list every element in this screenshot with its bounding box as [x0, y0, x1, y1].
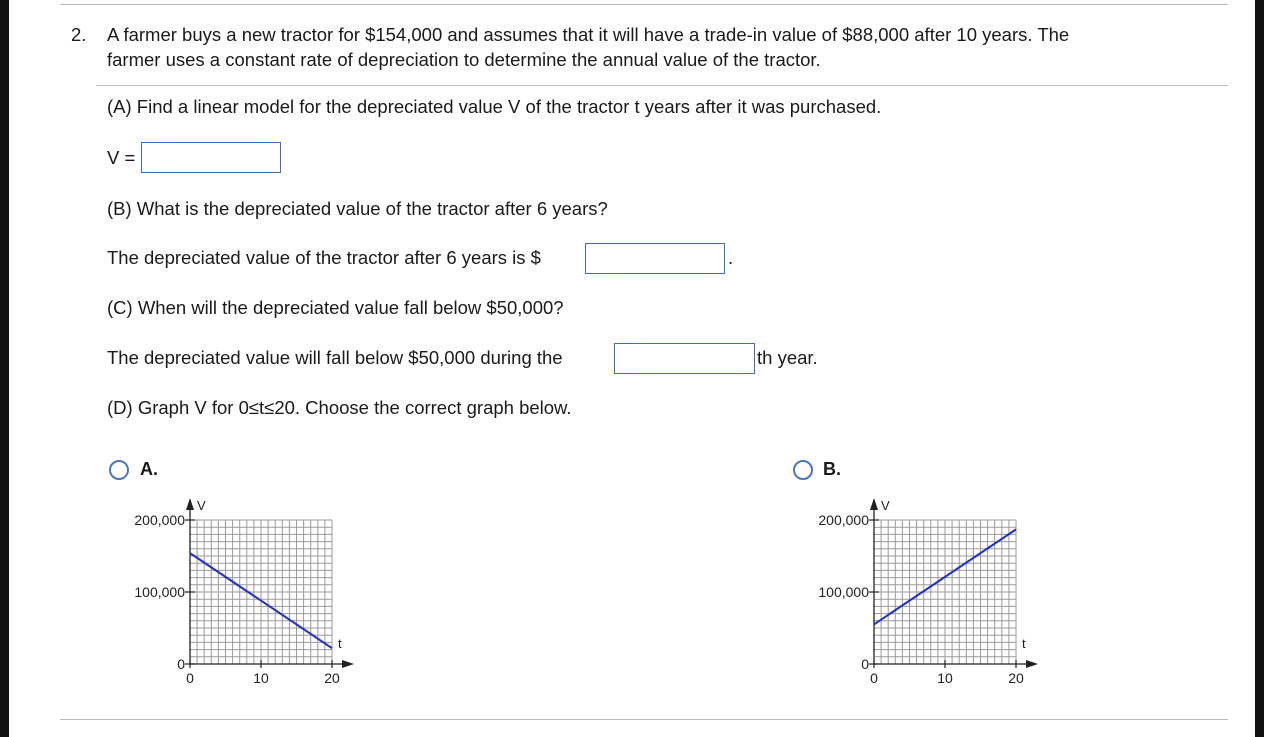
part-c-prompt: (C) When will the depreciated value fall below $50,000? [107, 297, 564, 318]
y-tick-label: 100,000 [134, 584, 185, 600]
x-axis-arrow [1026, 660, 1038, 668]
part-a-label: V = [107, 147, 136, 168]
y-tick-label: 200,000 [818, 512, 869, 528]
question-text-line2: farmer uses a constant rate of depreciation to determine the annual value of the tractor. [107, 49, 821, 70]
x-axis-label: t [1022, 636, 1026, 651]
x-tick-label: 20 [324, 670, 340, 686]
y-axis-arrow [186, 498, 194, 510]
option-b-label: B. [823, 459, 841, 479]
option-b-radio[interactable] [793, 460, 813, 480]
y-tick-label: 200,000 [134, 512, 185, 528]
x-tick-label: 0 [870, 670, 878, 686]
right-edge [1255, 0, 1264, 737]
part-b-answer-input[interactable] [585, 243, 725, 274]
part-b-sentence: The depreciated value of the tractor after 6 years is $ [107, 247, 541, 268]
y-axis-arrow [870, 498, 878, 510]
x-tick-label: 10 [937, 670, 953, 686]
x-axis-label: t [338, 636, 342, 651]
option-a-label: A. [140, 459, 158, 479]
option-b-graph [784, 480, 1084, 710]
top-divider [60, 4, 1228, 5]
part-d-prompt: (D) Graph V for 0≤t≤20. Choose the correct graph below. [107, 397, 572, 418]
option-a-graph [100, 480, 400, 710]
bottom-divider [60, 719, 1228, 720]
x-tick-label: 10 [253, 670, 269, 686]
part-c-answer-input[interactable] [614, 343, 755, 374]
part-c-sentence: The depreciated value will fall below $50,000 during the [107, 347, 563, 368]
option-a-radio[interactable] [109, 460, 129, 480]
x-axis-arrow [342, 660, 354, 668]
question-number: 2. [71, 24, 87, 45]
part-b-prompt: (B) What is the depreciated value of the tractor after 6 years? [107, 198, 608, 219]
part-a-prompt: (A) Find a linear model for the depreciated value V of the tractor t years after it was purchased. [107, 96, 882, 117]
part-b-period: . [728, 247, 734, 268]
y-tick-label: 0 [177, 656, 185, 672]
left-edge [0, 0, 9, 737]
y-axis-label: V [881, 498, 890, 513]
x-tick-label: 0 [186, 670, 194, 686]
x-tick-label: 20 [1008, 670, 1024, 686]
part-c-suffix: th year. [757, 347, 818, 368]
question-divider [96, 85, 1228, 86]
y-axis-label: V [197, 498, 206, 513]
question-text-line1: A farmer buys a new tractor for $154,000 and assumes that it will have a trade-in value of $88,000 after 10 years. The [107, 24, 1070, 45]
y-tick-label: 0 [861, 656, 869, 672]
y-tick-label: 100,000 [818, 584, 869, 600]
part-a-answer-input[interactable] [141, 142, 281, 173]
